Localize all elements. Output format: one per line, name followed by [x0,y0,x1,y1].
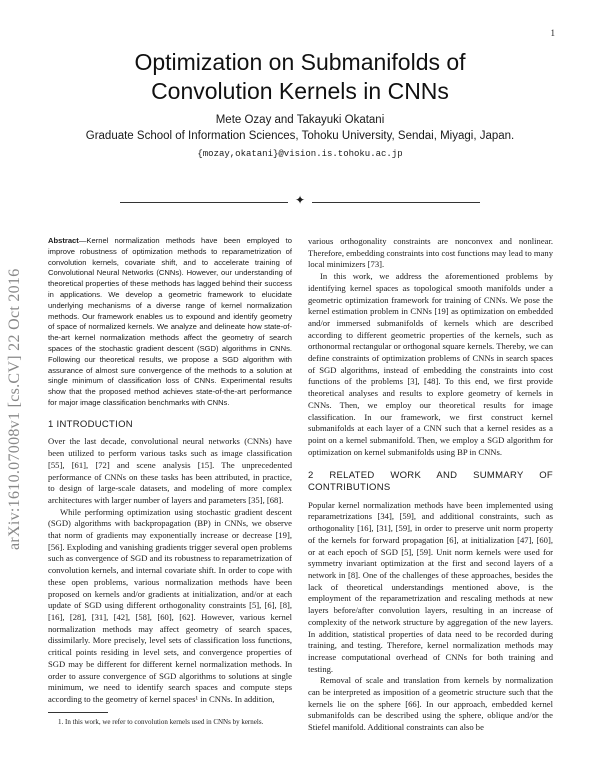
right-paragraph-2: In this work, we address the aforementioned problems by identifying kernel spaces as topological smooth manifolds under a geometric optimization framework for training of CNNs. We pose the kernel estimation problem in CNNs [19] as optimization on embedded and/or immersed submanifolds of kernels which are described according to different geometric properties of the kernels, such as orthonormal rectangular or orthogonal square kernels. Thereby, we can define constraints of optimization problems of CNNs in search spaces of SGD algorithms, instead of embedding the constraints into cost functions of the problems [3], [48]. To this end, we first provide theoretical analyses and results to explore geometry of kernels in CNNs. Then, we employ our theoretical results for image classification. In our framework, we first construct kernel submanifolds at each layer of a CNN such that a kernel resides as a point on a kernel submanifold. Then, we employ a SGD algorithm for optimization on kernel submanifolds using BP in CNNs. [308,271,553,457]
authors: Mete Ozay and Takayuki Okatani [215,114,385,126]
author-block [0,112,600,144]
title-line-1: Optimization on Submanifolds of [134,49,466,75]
title-line-2: Convolution Kernels in CNNs [151,78,449,104]
related-work-paragraph-1: Popular kernel normalization methods have been implemented using reparametrizations [34], [59], and additional constraints, such as orthogonality [16], [31], [59], in order to preserve unit norm property of the kernels for forward propagation [6], at initialization [47], [60], or at each epoch of SGD [5], [59]. Unit norm kernels were used for symmetry invariant optimization at the first and second layers of a network in [8]. One of the challenges of these approaches, besides the lack of theoretical understandings mentioned above, is the employment of the reparametrization and rescaling methods at new layers before/after convolution layers, resulting in an increase of complexity of the network structure by aggregation of the new layers. In addition, statistical properties of data need to be recorded during training, and testing. Therefore, kernel normalization methods may increase computational overhead of CNNs for both training and testing. [308,499,553,674]
related-work-paragraph-2: Removal of scale and translation from kernels by normalization can be interpreted as imposition of a geometric structure such that the kernels lie on the sphere [66]. In our approach, embedded kernel submanifolds can be described using the sphere, oblique and/or the Stiefel manifold. Additional constraints can also be [308,675,553,733]
section-1-heading: 1 INTRODUCTION [48,418,133,430]
section-2-heading: 2 RELATED WORK AND SUMMARY OF CONTRIBUTIONS [308,470,553,494]
right-paragraph-1: various orthogonality constraints are nonconvex and nonlinear. Therefore, embedding constraints into cost functions may lead to many local minimizers [73]. [308,236,553,270]
left-column [48,236,292,727]
author-emails: {mozay,okatani}@vision.is.tohoku.ac.jp [197,149,403,159]
title-divider [120,193,480,208]
affiliation: Graduate School of Information Sciences, Tohoku University, Sendai, Miyagi, Japan. [85,130,515,142]
arxiv-stamp: arXiv:1610.07008v1 [cs.CV] 22 Oct 2016 [6,268,23,550]
page-number: 1 [550,28,555,38]
divider-line-right [312,202,480,203]
divider-mark: ✦ [294,193,306,207]
abstract-label: Abstract [48,236,79,245]
divider-line-left [120,202,288,203]
footnote: 1. In this work, we refer to convolution kernels used in CNNs by kernels. [58,717,264,726]
abstract [48,236,292,409]
footnote-rule [48,712,108,713]
paper-title [0,48,600,106]
intro-paragraph-1: Over the last decade, convolutional neural networks (CNNs) have been utilized to perform various tasks such as image classification [55], [61], [72] and scene analysis [15]. The unprecedented performance of CNNs on these tasks has been attributed, in practice, to design of large-scale datasets, and modeling of more complex architectures with larger number of layers and parameters [35], [68]. [48,436,292,505]
abstract-text: —Kernel normalization methods have been employed to improve robustness of optimization methods to reparametrization of convolution kernels, covariate shift, and to accelerate training of Convolutional Neural Networks (CNNs). However, our understanding of theoretical properties of these methods has lagged behind their success in applications. We develop a geometric framework to elucidate underlying mechanisms of a diverse range of kernel normalization methods. Our framework enables us to expound and identify geometry of space of normalized kernels. We analyze and delineate how state-of-the-art kernel normalization methods affect the geometry of search spaces of the stochastic gradient descent (SGD) algorithms in CNNs. Following our theoretical results, we propose a SGD algorithm with assurance of almost sure convergence of the methods to a solution at single minimum of classification loss of CNNs. Experimental results show that the proposed method achieves state-of-the-art performance for major image classification benchmarks with CNNs. [48,236,292,407]
right-column [308,236,553,734]
intro-paragraph-2: While performing optimization using stochastic gradient descent (SGD) algorithms with backpropagation (BP) in CNNs, we observe that norm of gradients may exponentially increase or decrease [19], [56]. Exploding and vanishing gradients trigger several open problems such as convergence of SGD and its robustness to reparametrization of convolution kernels, and internal covariate shift. In order to cope with these open problems, various normalization methods have been proposed on kernels and/or gradients at initialization, and/or at each update of SGD using different orthogonality constraints [5], [6], [8], [16], [28], [31], [42], [58], [60], [62]. However, various kernel normalization methods may affect geometry of search spaces, dissimilarly. More precisely, level sets of classification loss functions, critical points residing in level sets, and convergence properties of SGD may be different for different kernel normalization methods. In order to assure convergence of SGD algorithms to solutions at single minimum, we need to identify search spaces and compute steps according to the geometry of kernel spaces¹ in CNNs. In addition, [48,506,292,704]
